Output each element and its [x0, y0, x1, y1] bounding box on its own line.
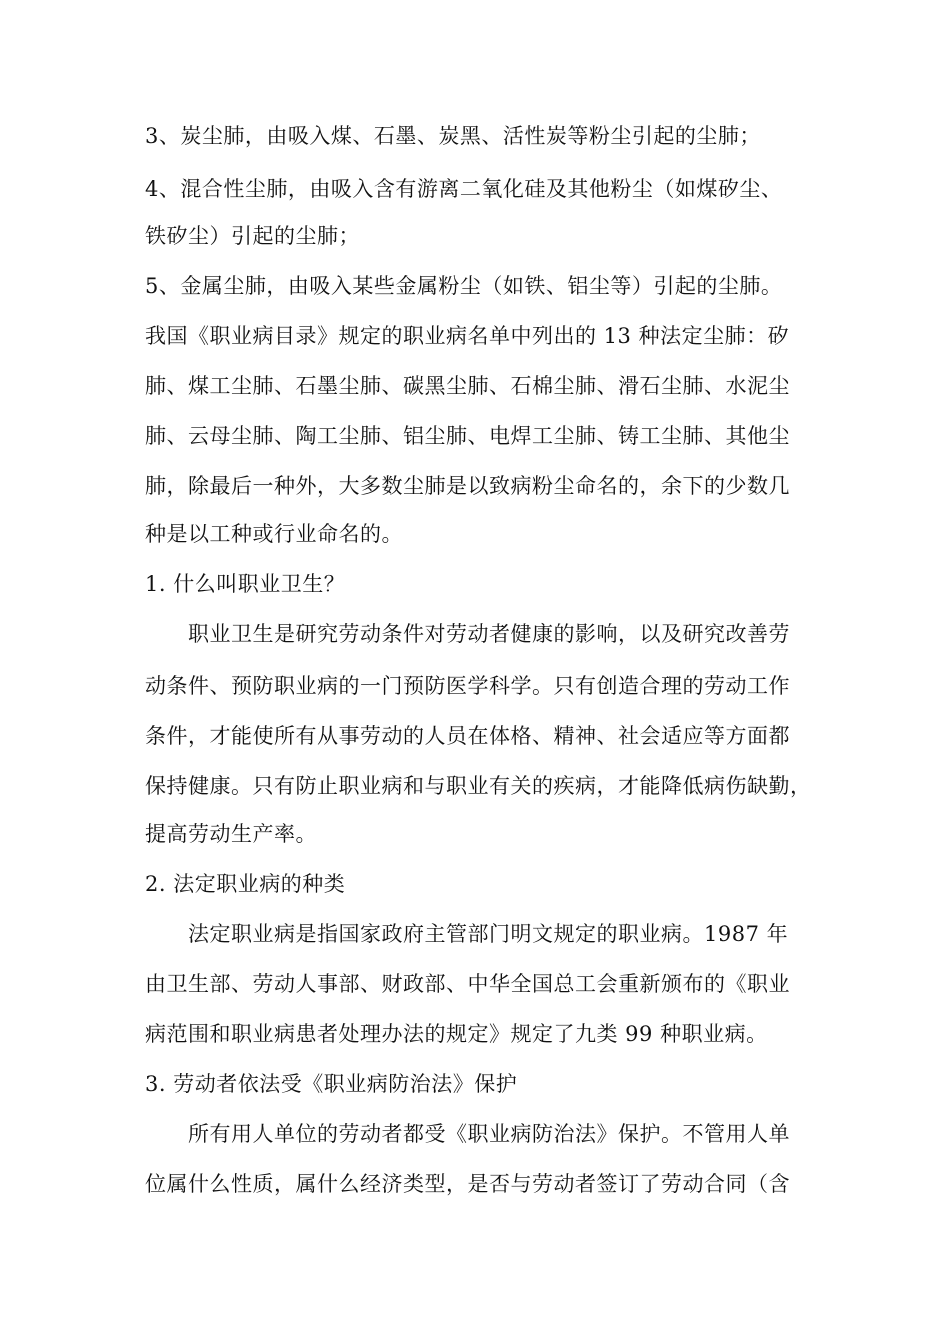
text-line-3: 铁矽尘）引起的尘肺；	[145, 224, 360, 248]
paragraph-3-line-1: 所有用人单位的劳动者都受《职业病防治法》保护。不管用人单	[188, 1122, 790, 1146]
text-line-4: 5、金属尘肺，由吸入某些金属粉尘（如铁、铝尘等）引起的尘肺。	[145, 274, 783, 298]
paragraph-3-line-2: 位属什么性质，属什么经济类型，是否与劳动者签订了劳动合同（含	[145, 1172, 790, 1196]
text-line-6: 肺、煤工尘肺、石墨尘肺、碳黑尘肺、石棉尘肺、滑石尘肺、水泥尘	[145, 374, 790, 398]
text-line-1: 3、炭尘肺，由吸入煤、石墨、炭黑、活性炭等粉尘引起的尘肺；	[145, 124, 761, 148]
paragraph-2-line-1: 法定职业病是指国家政府主管部门明文规定的职业病。1987 年	[188, 922, 789, 946]
paragraph-1-line-2: 动条件、预防职业病的一门预防医学科学。只有创造合理的劳动工作	[145, 674, 790, 698]
section-heading-1: 1. 什么叫职业卫生？	[145, 572, 346, 596]
paragraph-2-line-3: 病范围和职业病患者处理办法的规定》规定了九类 99 种职业病。	[145, 1022, 768, 1046]
paragraph-1-line-4: 保持健康。只有防止职业病和与职业有关的疾病，才能降低病伤缺勤，	[145, 774, 812, 798]
text-line-5: 我国《职业病目录》规定的职业病名单中列出的 13 种法定尘肺：矽	[145, 324, 790, 348]
text-line-8: 肺，除最后一种外，大多数尘肺是以致病粉尘命名的，余下的少数几	[145, 474, 790, 498]
text-line-9: 种是以工种或行业命名的。	[145, 522, 403, 546]
paragraph-2-line-2: 由卫生部、劳动人事部、财政部、中华全国总工会重新颁布的《职业	[145, 972, 790, 996]
paragraph-1-line-1: 职业卫生是研究劳动条件对劳动者健康的影响，以及研究改善劳	[188, 622, 790, 646]
text-line-2: 4、混合性尘肺，由吸入含有游离二氧化硅及其他粉尘（如煤矽尘、	[145, 177, 783, 201]
paragraph-1-line-3: 条件，才能使所有从事劳动的人员在体格、精神、社会适应等方面都	[145, 724, 790, 748]
paragraph-1-line-5: 提高劳动生产率。	[145, 822, 317, 846]
text-line-7: 肺、云母尘肺、陶工尘肺、铝尘肺、电焊工尘肺、铸工尘肺、其他尘	[145, 424, 790, 448]
section-heading-2: 2. 法定职业病的种类	[145, 872, 346, 896]
section-heading-3: 3. 劳动者依法受《职业病防治法》保护	[145, 1072, 518, 1096]
